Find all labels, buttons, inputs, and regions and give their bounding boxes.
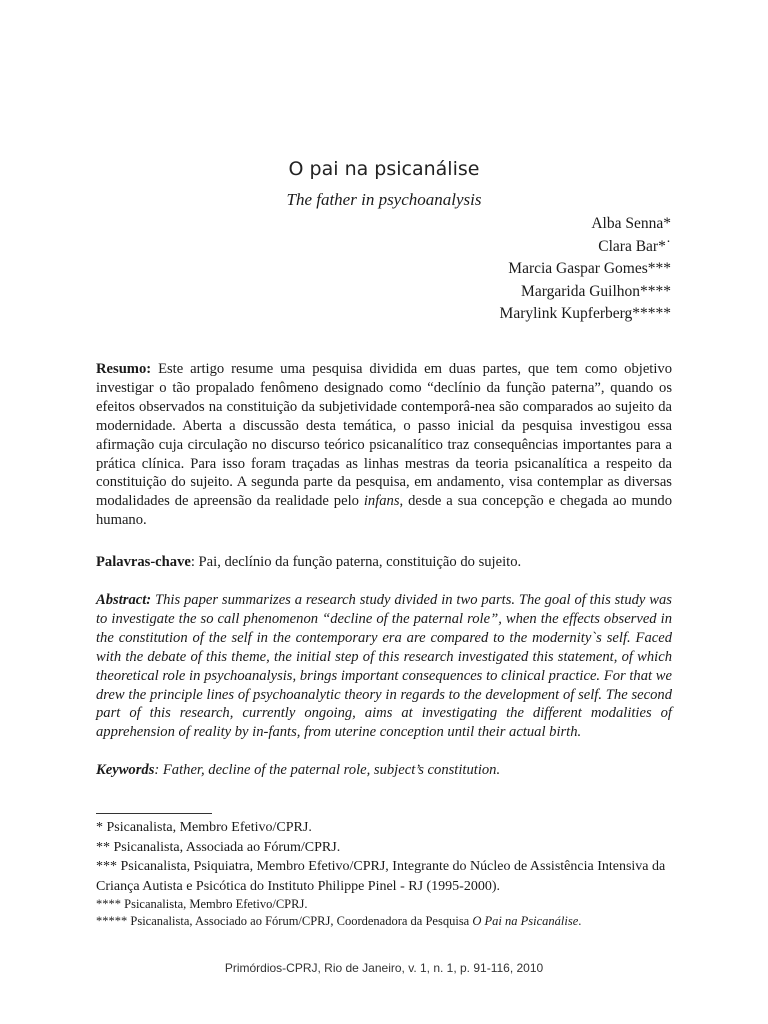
footnote: * Psicanalista, Membro Efetivo/CPRJ.	[96, 820, 312, 835]
keywords-label: Keywords	[96, 762, 155, 778]
article-subtitle: The father in psychoanalysis	[286, 190, 482, 209]
author: Alba Senna*	[591, 215, 671, 232]
author: Marylink Kupferberg*****	[499, 305, 671, 322]
footnote-text: ***** Psicanalista, Associado ao Fórum/CPRJ, Coordenadora da Pesquisa	[96, 914, 473, 928]
keywords-text: : Father, decline of the paternal role, subject’s constitution.	[154, 762, 501, 778]
footnote	[96, 913, 676, 930]
footnote-end: .	[578, 914, 582, 928]
resumo-text-b: , desde a sua concepção e chegada ao mundo humano.	[96, 493, 672, 529]
footnote-divider	[96, 813, 212, 814]
palavras-text: : Pai, declínio da função paterna, constituição do sujeito.	[190, 554, 522, 570]
footnotes	[96, 818, 676, 930]
author: Marcia Gaspar Gomes***	[508, 260, 671, 277]
footnote: *** Psicanalista, Psiquiatra, Membro Efetivo/CPRJ, Integrante do Núcleo de Assistência Intensiva da Criança Autista e Psicótica do Instituto Philippe Pinel - RJ (1995-2000).	[96, 859, 666, 894]
footnote-italic: O Pai na Psicanálise	[472, 914, 579, 928]
palavras-label: Palavras-chave	[96, 554, 191, 570]
article-title: O pai na psicanálise	[288, 158, 480, 180]
abstract-label: Abstract:	[96, 592, 152, 608]
resumo-label: Resumo:	[96, 361, 152, 377]
resumo-infans: infans	[363, 493, 400, 510]
footnote: **** Psicanalista, Membro Efetivo/CPRJ.	[96, 897, 308, 911]
author-list	[500, 213, 671, 326]
palavras-chave	[96, 553, 672, 572]
resumo-paragraph	[96, 360, 672, 530]
journal-footer: Primórdios-CPRJ, Rio de Janeiro, v. 1, n. 1, p. 91-116, 2010	[224, 961, 544, 975]
author: Clara Bar*˙	[598, 237, 671, 255]
author: Margarida Guilhon****	[521, 282, 671, 300]
keywords	[96, 761, 672, 780]
abstract-paragraph	[96, 591, 672, 742]
footnote: ** Psicanalista, Associada ao Fórum/CPRJ.	[96, 839, 341, 855]
abstract-text: This paper summarizes a research study divided in two parts. The goal of this study was to investigate the so call phenomenon “decline of the paternal role”, when the effects observed in the constitution of the self in the contemporary era are compared to the modernity`s self. Faced with the debate of this theme, the initial step of this research investigated this statement, of which theoretical role in psychoanalysis, brings important consequences to clinical practice. For that we drew the principle lines of psychoanalytic theory in regards to the development of self. The second part of this research, currently ongoing, aims at investigating the different modalities of apprehension of reality by in-fants, from uterine conception until their actual birth.	[96, 592, 672, 741]
resumo-text-a: Este artigo resume uma pesquisa dividida em duas partes, que tem como objetivo investigar o tão propalado fenômeno designado como “declínio da função paterna”, quando os efeitos observados na constituição da subjetividade contemporâ-nea são comparados ao sujeito da modernidade. Aberta a discussão desta temática, o passo inicial da pesquisa investigou essa afirmação cuja circulação no discurso teórico psicanalítico traz consequências importantes para a prática clínica. Para isso foram traçadas as linhas mestras da teoria psicanalítica a respeito da constituição do sujeito. A segunda parte da pesquisa, em andamento, visa contemplar as diversas modalidades de apreensão da realidade pelo	[96, 361, 672, 510]
